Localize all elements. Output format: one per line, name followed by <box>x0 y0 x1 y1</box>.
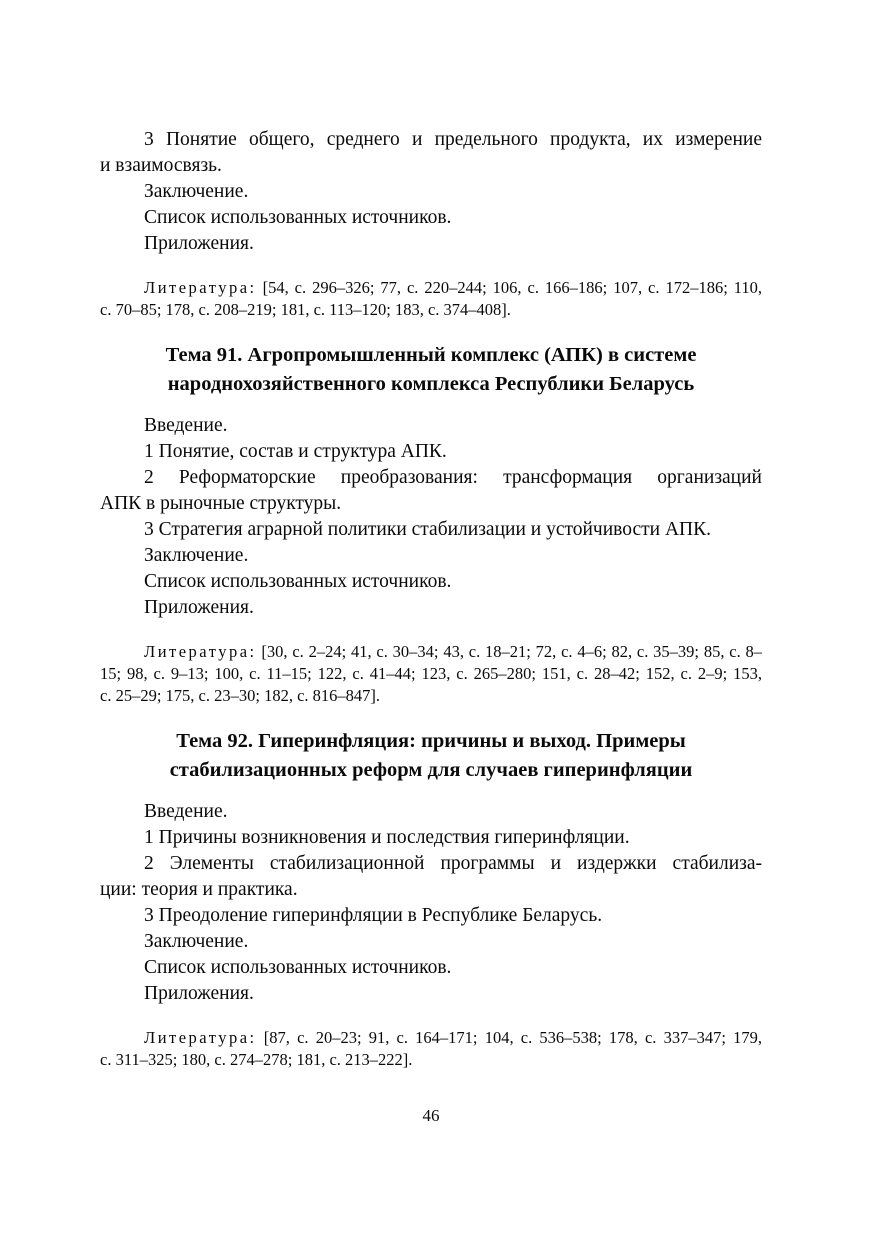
paragraph-line: Список использованных источников. <box>144 207 452 228</box>
topic-title-line: Тема 91. Агропромышленный комплекс (АПК) в системе <box>165 344 697 366</box>
paragraph-line: АПК в рыночные структуры. <box>100 493 342 514</box>
literature-refs: [87, с. 20–23; 91, с. 164–171; 104, с. 536–538; 178, с. 337–347; 179, <box>263 1028 762 1047</box>
literature-line: с. 70–85; 178, с. 208–219; 181, с. 113–120; 183, с. 374–408]. <box>100 300 511 319</box>
paragraph-line: Приложения. <box>144 983 254 1004</box>
paragraph-line: Заключение. <box>144 181 249 202</box>
literature-line <box>100 1027 762 1049</box>
paragraph-line: 1 Причины возникновения и последствия гиперинфляции. <box>144 827 630 848</box>
paragraph-line: Список использованных источников. <box>144 571 452 592</box>
literature-line: с. 311–325; 180, с. 274–278; 181, с. 213–222]. <box>100 1050 413 1069</box>
paragraph-line: и взаимосвязь. <box>100 155 222 176</box>
paragraph-line: Список использованных источников. <box>144 957 452 978</box>
paragraph-line: ции: теория и практика. <box>100 879 298 900</box>
literature-block <box>100 277 762 321</box>
page-number: 46 <box>422 1106 440 1125</box>
topic-title <box>100 727 762 785</box>
topic-title <box>100 341 762 399</box>
literature-line: 15; 98, с. 9–13; 100, с. 11–15; 122, с. 41–44; 123, с. 265–280; 151, с. 28–42; 152, с. 2–9; 153, <box>100 664 762 683</box>
literature-block <box>100 641 762 707</box>
paragraph-line: Заключение. <box>144 545 249 566</box>
topic-title-line: стабилизационных реформ для случаев гиперинфляции <box>169 759 693 781</box>
paragraph-line: Приложения. <box>144 233 254 254</box>
literature-refs: [54, с. 296–326; 77, с. 220–244; 106, с. 166–186; 107, с. 172–186; 110, <box>262 278 763 297</box>
topic-continuation-section <box>100 127 762 321</box>
paragraph-line: 3 Стратегия аграрной политики стабилизации и устойчивости АПК. <box>144 519 712 540</box>
paragraph-line: 2 Элементы стабилизационной программы и издержки стабилиза- <box>144 853 762 874</box>
literature-label: Литература: <box>144 278 257 297</box>
paragraph-line: Введение. <box>144 801 228 822</box>
paragraph-line: Введение. <box>144 415 228 436</box>
paragraph-line: 2 Реформаторские преобразования: трансформация организаций <box>144 467 762 488</box>
paragraph-line: 3 Преодоление гиперинфляции в Республике Беларусь. <box>144 905 603 926</box>
literature-block <box>100 1027 762 1071</box>
literature-refs: [30, с. 2–24; 41, с. 30–34; 43, с. 18–21; 72, с. 4–6; 82, с. 35–39; 85, с. 8– <box>261 642 763 661</box>
paragraph-line: 1 Понятие, состав и структура АПК. <box>144 441 447 462</box>
literature-label: Литература: <box>144 1028 257 1047</box>
paragraph-line: Заключение. <box>144 931 249 952</box>
topic-title-line: народнохозяйственного комплекса Республики Беларусь <box>167 373 695 395</box>
literature-line <box>100 641 762 663</box>
topic-title-line: Тема 92. Гиперинфляция: причины и выход. Примеры <box>176 730 686 752</box>
paragraph-line: Приложения. <box>144 597 254 618</box>
topic-91-section <box>100 341 762 707</box>
paragraph-line: 3 Понятие общего, среднего и предельного продукта, их измерение <box>144 129 762 150</box>
literature-label: Литература: <box>144 642 257 661</box>
page-content <box>100 127 762 1127</box>
topic-92-section <box>100 727 762 1071</box>
literature-line <box>100 277 762 299</box>
literature-line: с. 25–29; 175, с. 23–30; 182, с. 816–847]. <box>100 686 381 705</box>
